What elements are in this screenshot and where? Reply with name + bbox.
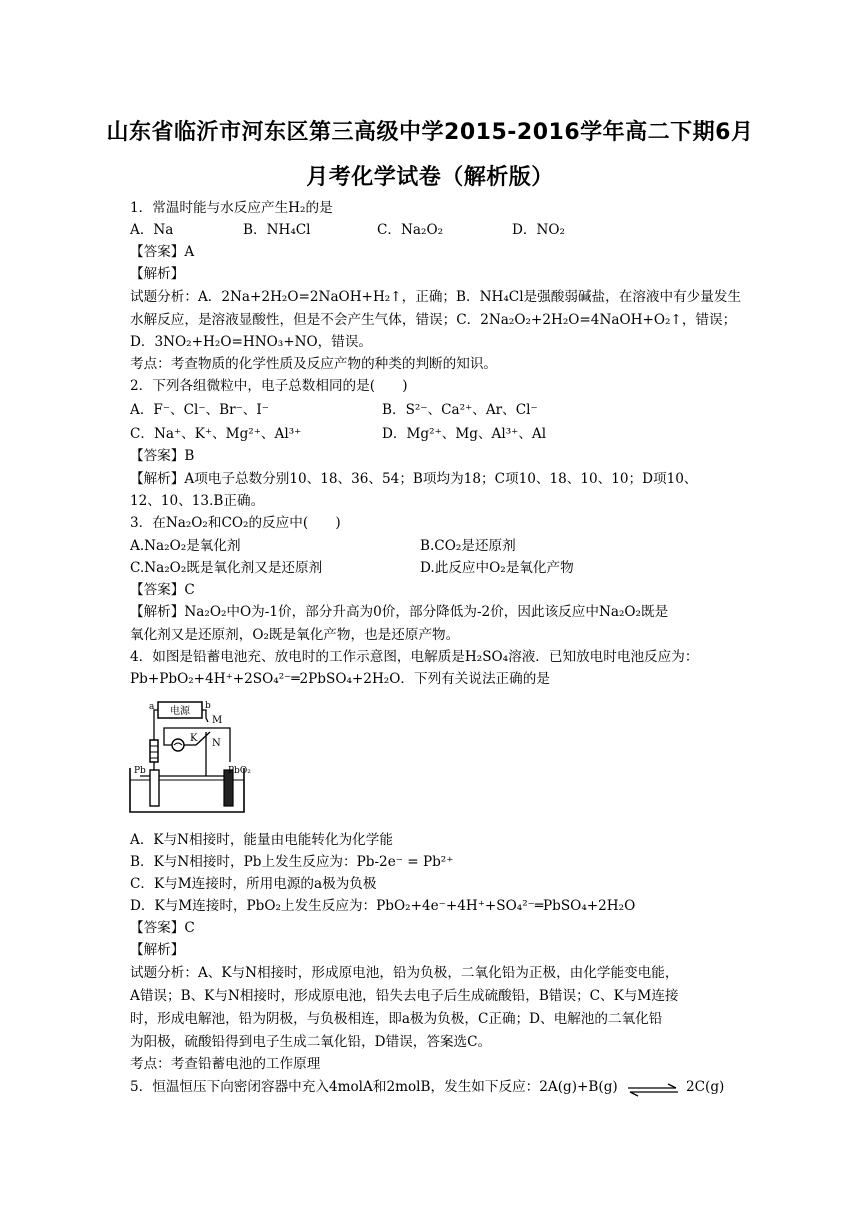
q4-analysis-line: 试题分析：A、K与N相接时，形成原电池，铅为负极，二氧化铅为正极，由化学能变电能， (130, 965, 679, 981)
pb-electrode-label: Pb (134, 766, 146, 776)
resistor (150, 740, 158, 762)
q4-analysis-line: 为阳极，硫酸铅得到电子生成二氧化铅，D错误，答案选C。 (130, 1034, 492, 1050)
pb-electrode (150, 770, 159, 806)
q4-point: 考点：考查铅蓄电池的工作原理 (130, 1056, 321, 1072)
q4-analysis-line: 时，形成电解池，铅为阴极，与负极相连，即a极为负极，C正确；D、电解池的二氧化铅 (130, 1011, 663, 1027)
q1-analysis-line: 水解反应，是溶液显酸性，但是不会产生气体，错误；C．2Na₂O₂+2H₂O=4NaOH+O₂↑，错误； (130, 312, 737, 328)
q4-option-c: C．K与M连接时，所用电源的a极为负极 (130, 876, 377, 892)
q5-stem: 5．恒温恒压下向密闭容器中充入4molA和2molB，发生如下反应：2A(g)+B(g) (130, 1079, 618, 1095)
q1-option-b: B．NH₄Cl (243, 222, 311, 238)
q4-option-b: B．K与N相接时，Pb上发生反应为：Pb-2e⁻ = Pb²⁺ (130, 854, 454, 870)
q2-stem: 2．下列各组微粒中，电子总数相同的是( ) (130, 378, 408, 394)
q3-option-d: D.此反应中O₂是氧化产物 (420, 560, 574, 576)
q1-analysis-line: D．3NO₂+H₂O=HNO₃+NO，错误。 (130, 334, 373, 350)
q1-option-a: A．Na (130, 222, 174, 238)
switch-k-label: K (190, 733, 198, 744)
q2-option-b: B．S²⁻、Ca²⁺、Ar、Cl⁻ (382, 402, 538, 418)
q3-analysis-line: 【解析】Na₂O₂中O为-1价，部分升高为0价，部分降低为-2价，因此该反应中Na₂O₂既是 (130, 604, 669, 620)
q1-analysis-head: 【解析】 (130, 266, 185, 282)
q2-option-c: C．Na⁺、K⁺、Mg²⁺、Al³⁺ (130, 426, 302, 442)
q1-stem: 1．常温时能与水反应产生H₂的是 (130, 200, 333, 216)
q3-answer: 【答案】C (130, 582, 195, 598)
document-title-line2: 月考化学试卷（解析版） (306, 165, 554, 190)
q4-stem-line: Pb+PbO₂+4H⁺+2SO₄²⁻═2PbSO₄+2H₂O．下列有关说法正确的是 (130, 671, 550, 687)
q4-option-d: D．K与M连接时，PbO₂上发生反应为：PbO₂+4e⁻+4H⁺+SO₄²⁻═PbSO₄+2H₂O (130, 898, 636, 914)
q3-option-c: C.Na₂O₂既是氧化剂又是还原剂 (130, 560, 323, 576)
q1-point: 考点：考查物质的化学性质及反应产物的种类的判断的知识。 (130, 356, 498, 372)
bulb-icon (172, 739, 184, 751)
q5-stem-tail: 2C(g) (686, 1079, 725, 1095)
terminal-a-label: a (149, 702, 155, 712)
q3-option-a: A.Na₂O₂是氧化剂 (130, 538, 241, 554)
pbo2-electrode-label: PbO₂ (228, 766, 251, 776)
lead-battery-diagram (128, 700, 251, 820)
q3-stem: 3．在Na₂O₂和CO₂的反应中( ) (130, 515, 341, 531)
q2-analysis-line: 【解析】A项电子总数分别10、18、36、54；B项均为18；C项10、18、10、10；D项10、 (130, 471, 698, 487)
q4-analysis-line: A错误；B、K与N相接时，形成原电池，铅失去电子后生成硫酸铅，B错误；C、K与M连接 (130, 988, 679, 1004)
contact-m-label: M (212, 715, 223, 726)
q2-answer: 【答案】B (130, 448, 195, 464)
switch-k (196, 732, 210, 745)
terminal-b-label: b (205, 701, 211, 711)
q4-answer: 【答案】C (130, 920, 195, 936)
q4-analysis-head: 【解析】 (130, 942, 185, 958)
q2-analysis-line: 12、10、13.B正确。 (130, 493, 265, 509)
power-supply-label: 电源 (170, 706, 190, 717)
q2-option-d: D．Mg²⁺、Mg、Al³⁺、Al (382, 426, 547, 442)
q4-option-a: A．K与N相接时，能量由电能转化为化学能 (130, 832, 393, 848)
q4-stem-line: 4．如图是铅蓄电池充、放电时的工作示意图，电解质是H₂SO₄溶液．已知放电时电池反应为： (130, 649, 699, 665)
q1-answer: 【答案】A (130, 244, 195, 260)
q1-option-d: D．NO₂ (512, 222, 565, 238)
q1-option-c: C．Na₂O₂ (377, 222, 444, 238)
document-title-line1: 山东省临沂市河东区第三高级中学2015-2016学年高二下期6月 (106, 120, 754, 145)
equilibrium-arrow-icon (626, 1083, 680, 1097)
q3-option-b: B.CO₂是还原剂 (420, 538, 516, 554)
q1-analysis-line: 试题分析：A．2Na+2H₂O=2NaOH+H₂↑，正确；B．NH₄Cl是强酸弱碱盐，在溶液中有少量发生 (130, 289, 742, 305)
q3-analysis-line: 氧化剂又是还原剂，O₂既是氧化产物，也是还原产物。 (130, 627, 460, 643)
contact-n-label: N (212, 738, 221, 749)
q2-option-a: A．F⁻、Cl⁻、Br⁻、I⁻ (130, 402, 269, 418)
